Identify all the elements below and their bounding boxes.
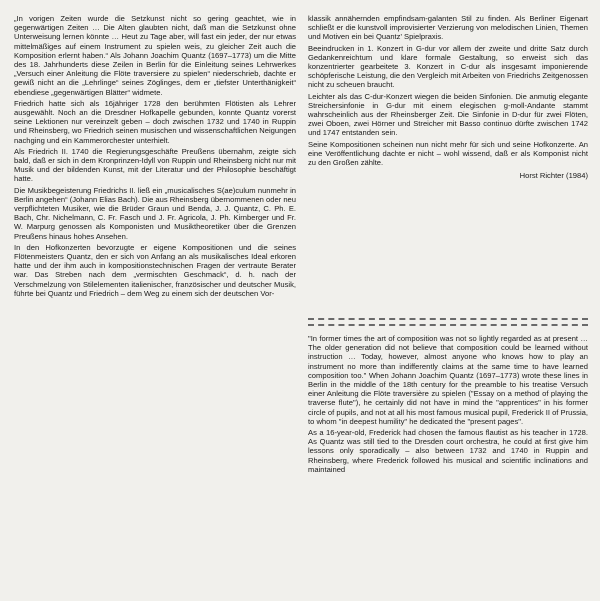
paragraph: Friedrich hatte sich als 16jähriger 1728 den berühmten Flötisten als Lehrer ausgewählt. Noch an die Dresdner Hofkapelle gebunden, konnte Quantz vorerst seine Lektionen nur vereinzelt geben – doch zwischen 1732 und 1740 in Ruppin und Rheinsberg, wo Friedrich seinen musischen und wissenschaftlichen Neigungen nachging und ein Kammerorchester unterhielt. xyxy=(14,98,296,145)
paragraph: In den Hofkonzerten bevorzugte er eigene Kompositionen und die seines Flötenmeisters Quantz, den er sich von Anfang an als musikalisches Ideal erkoren hatte und der ihm auch in kompositionstechnischen Fragen der vertraute Berater war. Das Streben nach dem „vermischten Geschmack“, d. h. nach der Verschmelzung von Stilelementen italienischer, französischer und deutscher Musik, führte bei Quantz und Friedrich – dem Weg zu einem sich der deutschen Vor- xyxy=(14,242,296,298)
dashed-divider-bottom xyxy=(308,324,588,326)
paragraph: klassik annähernden empfindsam-galanten Stil zu finden. Als Berliner Eigenart schließt er die kunstvoll improvisierter Verzierung von melodischen Linien, Themen und Motiven ein bei Quantz' Spielpraxis. xyxy=(308,14,588,42)
paragraph: „In vorigen Zeiten wurde die Setzkunst nicht so gering geachtet, wie in gegenwärtigen Zeiten … Die Alten glaubten nicht, daß man die Setzkunst ohne Unterweisung lernen könnte … Heut zu Tage aber, will fast ein jeder, der nur etwas mittelmäßiges auf einem Instrument zu spielen weis, zu gleicher Zeit auch die Komposition erlernt haben.“ Als Johann Joachim Quantz (1697–1773) um die Mitte des 18. Jahrhunderts diese Zeilen in Berlin für die Einleitung seines Lehrwerkes „Versuch einer Anleitung die Flöte traversiere zu spielen“ niederschrieb, dachte er gewiß nicht an die „Lehrlinge“ seines Zöglinges, dem er „tiefster Unterthänigkeit“ ebendiese „gegenwärtigen Blätter“ widmete. xyxy=(14,14,296,97)
paragraph: Leichter als das C-dur-Konzert wiegen die beiden Sinfonien. Die anmutig elegante Streichersinfonie in G-dur mit einem elegischen g-moll-Andante stammt wahrscheinlich aus der Rheinsberger Zeit. Die Sinfonie in D-dur für zwei Flöten, zwei Oboen, zwei Hörner und Streicher mit Basso continuo dürfte zwischen 1742 und 1747 entstanden sein. xyxy=(308,91,588,138)
dashed-divider-top xyxy=(308,318,588,320)
paragraph: As a 16-year-old, Frederick had chosen the famous flautist as his teacher in 1728. As Quantz was still tied to the Dresden court orchestra, he could at first give him lessons only sporadically – also between 1732 and 1740 in Ruppin and Rheinsberg, where Frederick followed his musical and scientific inclinations and maintained xyxy=(308,428,588,474)
paragraph: Als Friedrich II. 1740 die Regierungsgeschäfte Preußens übernahm, zeigte sich bald, daß er sich in dem Kronprinzen-Idyll von Ruppin und Rheinsberg nicht nur mit Musik und der bildenden Kunst, mit der Literatur und der Philosophie beschäftigt hatte. xyxy=(14,146,296,184)
paragraph: Beeindrucken in 1. Konzert in G-dur vor allem der zweite und dritte Satz durch Gedankenreichtum und klare formale Gestaltung, so erweist sich das konzentrierter gearbeitete 3. Konzert in C-dur als insgesamt imponierende schöpferische Leistung, die den Vergleich mit Arbeiten von Friedrichs Zeitgenossen nicht zu scheuen braucht. xyxy=(308,43,588,90)
german-text-column-right xyxy=(308,14,588,180)
english-text-column xyxy=(308,334,588,476)
paragraph: Seine Kompositionen scheinen nun nicht mehr für sich und seine Hofkonzerte. An eine Veröffentlichung dachte er nicht – wohl wissend, daß er als Komponist nicht zu den Großen zählte. xyxy=(308,139,588,168)
german-text-column-left xyxy=(14,14,296,589)
author-signature: Horst Richter (1984) xyxy=(519,171,588,181)
paragraph: Die Musikbegeisterung Friedrichs II. ließ ein „musicalisches S(ae)culum nunmehr in Berlin angehen“ (Johann Elias Bach). Die aus Rheinsberg übernommenen oder neu verpflichteten Musiker, wie die Brüder Graun und Benda, J. J. Quantz, C. Ph. E. Bach, Chr. Nichelmann, C. Fr. Fasch und J. Fr. Agricola, J. Ph. Kirnberger und Fr. W. Marpurg genossen als Komponisten und Musiktheoretiker über die Grenzen Preußens hinaus hohes Ansehen. xyxy=(14,185,296,241)
paragraph: "In former times the art of composition was not so lightly regarded as at present … The older generation did not believe that composition could be learned without instruction … Today, however, almost anyone who knows how to play an instrument no more than indifferently claims at the same time to have learned composition too." When Johann Joachim Quantz (1697–1773) wrote these lines in Berlin in the middle of the 18th century for the preamble to his treatise Versuch einer Anleitung die Flöte traversière zu spielen ("Essay on a method of playing the traverse flute"), he certainly did not have in mind the "apprentices" in his former circle of pupils, and not at all his most famous musical pupil, Frederick II of Prussia, to whom "in deepest humility" he dedicated the "present pages". xyxy=(308,334,588,426)
